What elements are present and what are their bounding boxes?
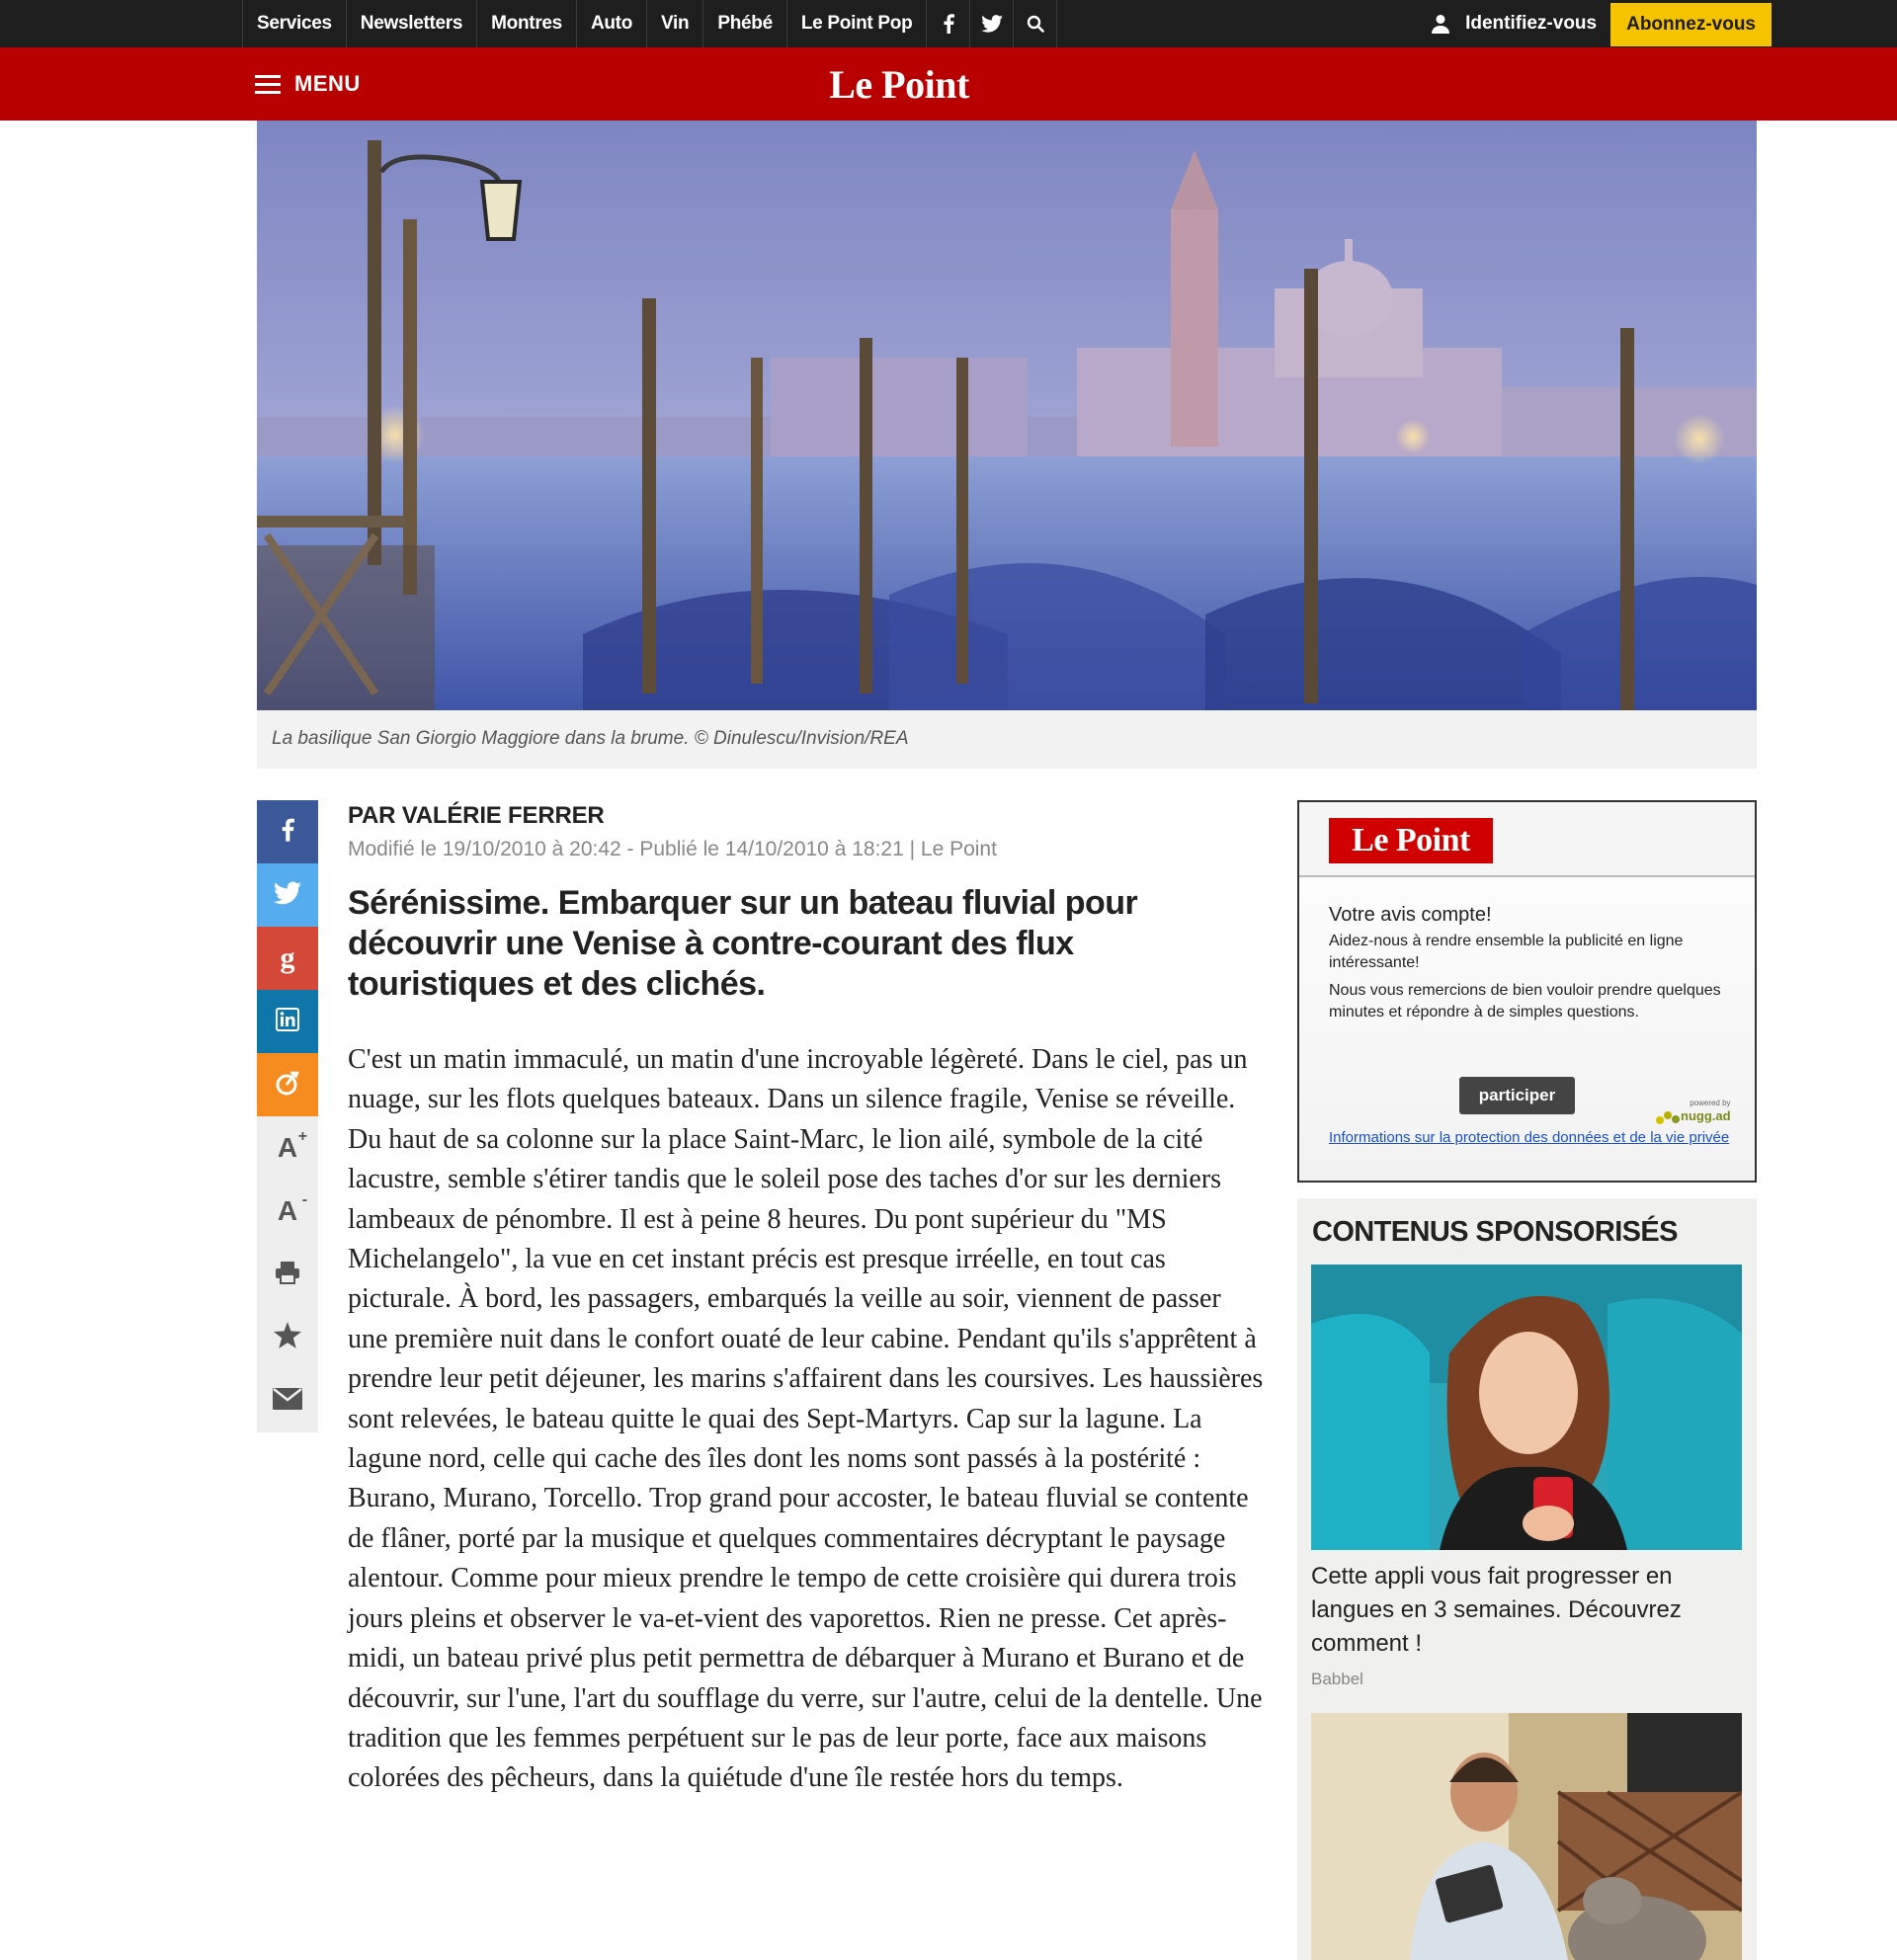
topnav-item-phebe[interactable]: Phébé	[703, 0, 787, 47]
menu-label: MENU	[294, 71, 361, 96]
survey-ad-header	[1299, 802, 1755, 877]
flipboard-share-button[interactable]	[257, 1053, 318, 1116]
font-increase-button[interactable]	[257, 1116, 318, 1180]
sponsored-heading: CONTENUS SPONSORISÉS	[1312, 1216, 1678, 1248]
account-area	[1418, 0, 1772, 47]
survey-ad-logo: Le Point	[1329, 818, 1493, 863]
nuggad-badge	[1655, 1099, 1731, 1125]
article-dates: Modifié le 19/10/2010 à 20:42 - Publié le 14/10/2010 à 18:21 | Le Point	[348, 838, 997, 860]
topnav-item-services[interactable]: Services	[243, 0, 347, 47]
topnav-item-montres[interactable]: Montres	[477, 0, 577, 47]
font-decrease-icon: A -	[277, 1191, 308, 1226]
font-increase-icon: A +	[277, 1128, 308, 1163]
survey-text-2: Nous vous remercions de bien vouloir prendre quelques minutes et répondre à de simples questions.	[1329, 982, 1721, 1021]
email-share-button[interactable]	[257, 1369, 318, 1432]
participate-button[interactable]: participer	[1459, 1077, 1575, 1114]
article	[348, 802, 1267, 1799]
hero-caption-box	[257, 710, 1757, 769]
twitter-icon	[274, 881, 301, 910]
sponsored-card-image[interactable]	[1311, 1265, 1742, 1550]
sponsored-card-source: Babbel	[1311, 1670, 1363, 1688]
hero-caption: La basilique San Giorgio Maggiore dans la brume. © Dinulescu/Invision/REA	[272, 728, 909, 749]
topnav-item-vin[interactable]: Vin	[647, 0, 703, 47]
favorite-button[interactable]	[257, 1306, 318, 1369]
site-header	[0, 47, 1897, 121]
survey-text-1: Aidez-nous à rendre ensemble la publicité en ligne intéressante!	[1329, 933, 1684, 971]
star-icon	[274, 1322, 301, 1353]
site-logo[interactable]: Le Point	[829, 61, 969, 107]
twitter-share-button[interactable]	[257, 863, 318, 927]
mail-icon	[273, 1388, 302, 1415]
powered-by-label: powered by	[1690, 1099, 1731, 1107]
linkedin-share-button[interactable]	[257, 990, 318, 1053]
print-icon	[275, 1261, 300, 1289]
hero-image	[257, 121, 1757, 710]
facebook-icon	[281, 817, 294, 848]
font-decrease-button[interactable]	[257, 1180, 318, 1243]
topnav-item-newsletters[interactable]: Newsletters	[347, 0, 477, 47]
article-body: C'est un matin immaculé, un matin d'une incroyable légèreté. Dans le ciel, pas un nuage, sur les flots quelques bateaux. Dans un silence fragile, Venise se réveille. Du haut de sa colonne sur la place Saint-Marc, le lion ailé, symbole de la cité lacustre, semble s'étirer tandis que le soleil pose des taches d'or sur les derniers lambeaux de pénombre. Il est à peine 8 heures. Du pont supérieur du "MS Michelangelo", la vue en cet instant précis est presque irréelle, en tout cas picturale. À bord, les passagers, embarqués la veille au soir, viennent de passer une première nuit dans le confort ouaté de leur cabine. Pendant qu'ils s'apprêtent à prendre leur petit déjeuner, les marins s'affairent dans les coursives. Les haussières sont relevées, le bateau quitte le quai des Sept-Martyrs. Cap sur la lagune. La lagune nord, celle qui cache des îles dont les noms sont passés à la postérité : Burano, Murano, Torcello. Trop grand pour accoster, le bateau fluvial se contente de flâner, porté par la musique et quelques commentaires décryptant le paysage alentour. Comme pour mieux prendre le tempo de cette croisière qui durera trois jours pleins et observer le va-et-vient des vaporettos. Rien ne presse. Cet après-midi, un bateau privé plus petit permettra de débarquer à Murano et Burano et de découvrir, sur l'une, l'art du soufflage du verre, sur l'autre, celui de la dentelle. Une tradition que les femmes perpétuent sur le pas de leur porte, face aux maisons colorées des pêcheurs, dans la quiétude d'une île restée hors du temps.	[348, 1044, 1264, 1794]
top-utility-bar	[0, 0, 1897, 47]
sponsored-card-title[interactable]: Cette appli vous fait progresser en langues en 3 semaines. Découvrez comment !	[1311, 1563, 1682, 1657]
survey-title: Votre avis compte!	[1329, 904, 1492, 926]
powered-by-name: nugg.ad	[1681, 1108, 1731, 1123]
topnav-item-auto[interactable]: Auto	[577, 0, 647, 47]
linkedin-icon	[276, 1008, 299, 1036]
user-icon	[1432, 14, 1449, 34]
login-button[interactable]	[1418, 0, 1610, 47]
sponsored-card-image-2[interactable]	[1311, 1713, 1742, 1960]
flipboard-icon	[274, 1069, 301, 1102]
search-icon[interactable]	[1014, 0, 1057, 47]
google-plus-icon: g	[280, 941, 295, 974]
privacy-link[interactable]: Informations sur la protection des données et de la vie privée	[1329, 1129, 1730, 1146]
top-nav	[242, 0, 1057, 47]
print-button[interactable]	[257, 1243, 318, 1306]
article-byline[interactable]: PAR VALÉRIE FERRER	[348, 802, 605, 829]
login-label: Identifiez-vous	[1465, 13, 1598, 34]
article-headline: Sérénissime. Embarquer sur un bateau fluvial pour découvrir une Venise à contre-courant des flux touristiques et des clichés.	[348, 884, 1138, 1003]
sponsored-content	[1297, 1198, 1757, 1960]
topnav-item-le-point-pop[interactable]: Le Point Pop	[787, 0, 928, 47]
facebook-share-button[interactable]	[257, 800, 318, 863]
facebook-icon[interactable]	[927, 0, 970, 47]
share-toolbar	[257, 800, 318, 1432]
survey-ad	[1297, 800, 1757, 1183]
nuggad-logo-icon	[1655, 1109, 1681, 1125]
subscribe-button[interactable]: Abonnez-vous	[1610, 3, 1772, 46]
google-plus-share-button[interactable]	[257, 927, 318, 990]
twitter-icon[interactable]	[970, 0, 1014, 47]
